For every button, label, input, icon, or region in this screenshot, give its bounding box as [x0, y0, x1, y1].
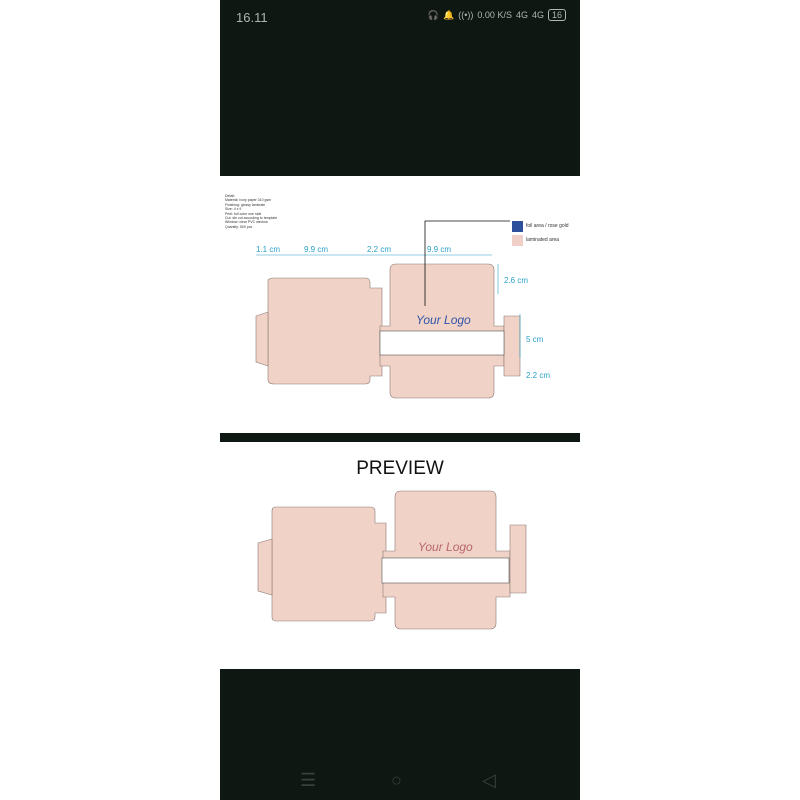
dim-label-top: 1.1 cm [256, 245, 281, 254]
spec-line: Detail: [225, 194, 235, 198]
signal-4g: 4G [515, 10, 528, 20]
preview-logo-text: Your Logo [418, 540, 473, 554]
dieline-diagram [220, 176, 580, 433]
box-right-flap [504, 316, 520, 376]
spec-line: Quantity: 500 pcs [225, 224, 253, 229]
preview-window-cutout [382, 558, 509, 583]
preview-left-panel [272, 507, 386, 621]
phone-screen [220, 0, 580, 800]
preview-side-flap [258, 539, 272, 595]
dim-label-right: 2.6 cm [504, 276, 529, 285]
top-dark-area [220, 0, 580, 176]
legend-label: laminated area [526, 237, 560, 243]
dim-label-top: 9.9 cm [304, 245, 329, 254]
signal-4g-2: 4G [531, 10, 544, 20]
spec-line: Material: ivory paper 310 gsm [225, 198, 272, 203]
window-cutout [380, 331, 504, 355]
preview-diagram [220, 485, 580, 635]
hotspot-icon: ((•)) [458, 10, 474, 20]
spec-line: Size: 4 x 9 [225, 207, 242, 212]
net-speed: 0.00 K/S [477, 10, 512, 20]
box-left-panel [268, 278, 382, 384]
back-icon[interactable]: ◁ [482, 770, 496, 790]
dim-label-right: 5 cm [526, 335, 544, 344]
dim-label-right: 2.2 cm [526, 371, 551, 380]
dim-label-top: 2.2 cm [367, 245, 392, 254]
spec-line: Cut: die cut according to template [225, 216, 278, 221]
legend-label: foil area / rose gold [526, 223, 569, 229]
spec-line: Window: clear PVC window [225, 220, 268, 225]
box-side-flap [256, 312, 268, 366]
home-icon[interactable]: ○ [391, 770, 402, 790]
preview-title: PREVIEW [356, 458, 444, 479]
divider-bar [220, 433, 580, 442]
preview-right-flap [510, 525, 526, 593]
battery-icon: 16 [548, 9, 566, 21]
status-bar [220, 0, 580, 34]
spec-line: Print: full color one side [225, 211, 262, 216]
spec-line: Finishing: glossy laminate [225, 202, 266, 207]
logo-text: Your Logo [416, 313, 471, 327]
status-time: 16.11 [236, 10, 268, 25]
bell-icon: 🔔 [443, 9, 455, 20]
dim-label-top: 9.9 cm [427, 245, 452, 254]
headphones-icon: 🎧 [427, 9, 440, 20]
menu-icon[interactable]: ☰ [300, 770, 317, 790]
status-icons [428, 9, 566, 21]
